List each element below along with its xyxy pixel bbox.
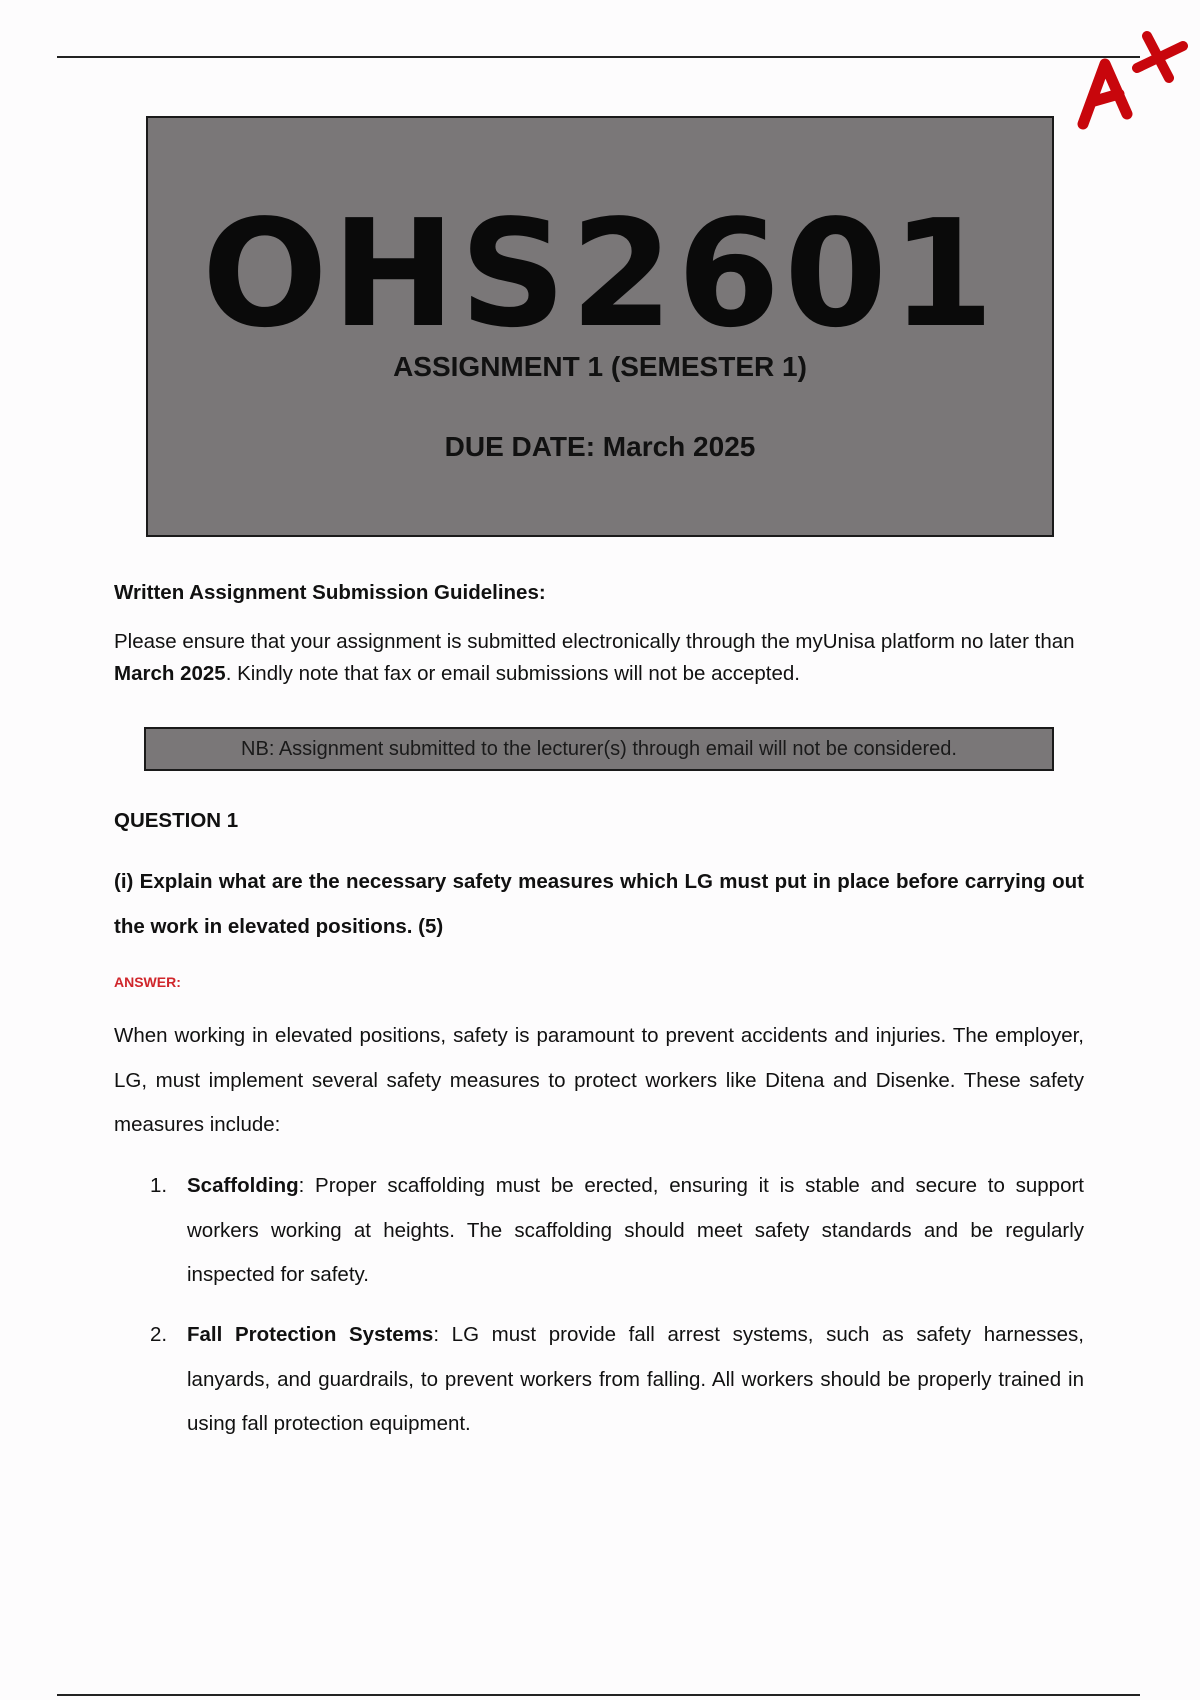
list-text: : Proper scaffolding must be erected, ensuring it is stable and secure to support workers working at heights. The scaffolding should meet safety standards and be regularly inspected for safety. (187, 1174, 1084, 1286)
bottom-rule (57, 1694, 1140, 1696)
list-title: Scaffolding (187, 1174, 299, 1197)
guidelines-text-2: . Kindly note that fax or email submissions will not be accepted. (225, 662, 800, 685)
due-date: DUE DATE: March 2025 (444, 431, 756, 462)
guidelines-heading: Written Assignment Submission Guidelines: (114, 581, 546, 604)
list-text: : LG must provide fall arrest systems, such as safety harnesses, lanyards, and guardrails, to prevent workers from falling. All workers should be properly trained in using fall protection equipment. (187, 1323, 1084, 1435)
grade-stamp-a-plus-icon (1065, 28, 1195, 138)
list-number: 2. (150, 1323, 168, 1346)
question-prompt: (i) Explain what are the necessary safety measures which LG must put in place before carrying out the work in elevated positions. (5) (114, 870, 1084, 938)
question-heading: QUESTION 1 (114, 809, 239, 832)
top-rule (57, 56, 1140, 58)
list-item (150, 1164, 1084, 1298)
answer-label: ANSWER: (114, 974, 181, 990)
answer-intro: When working in elevated positions, safety is paramount to prevent accidents and injuries. The employer, LG, must implement several safety measures to protect workers like Ditena and Disenke. These safety measures include: (114, 1024, 1084, 1136)
list-number: 1. (150, 1174, 168, 1197)
list-item (150, 1313, 1084, 1447)
guidelines-date: March 2025 (114, 662, 226, 685)
list-title: Fall Protection Systems (187, 1323, 434, 1346)
guidelines-text (114, 626, 1084, 690)
nb-notice: NB: Assignment submitted to the lecturer(s) through email will not be considered. (144, 727, 1054, 771)
assignment-title: ASSIGNMENT 1 (SEMESTER 1) (393, 351, 807, 382)
cover-box (146, 116, 1054, 537)
course-code: OHS2601 (201, 188, 999, 360)
guidelines-text-1: Please ensure that your assignment is submitted electronically through the myUnisa platform no later than (114, 630, 1075, 653)
